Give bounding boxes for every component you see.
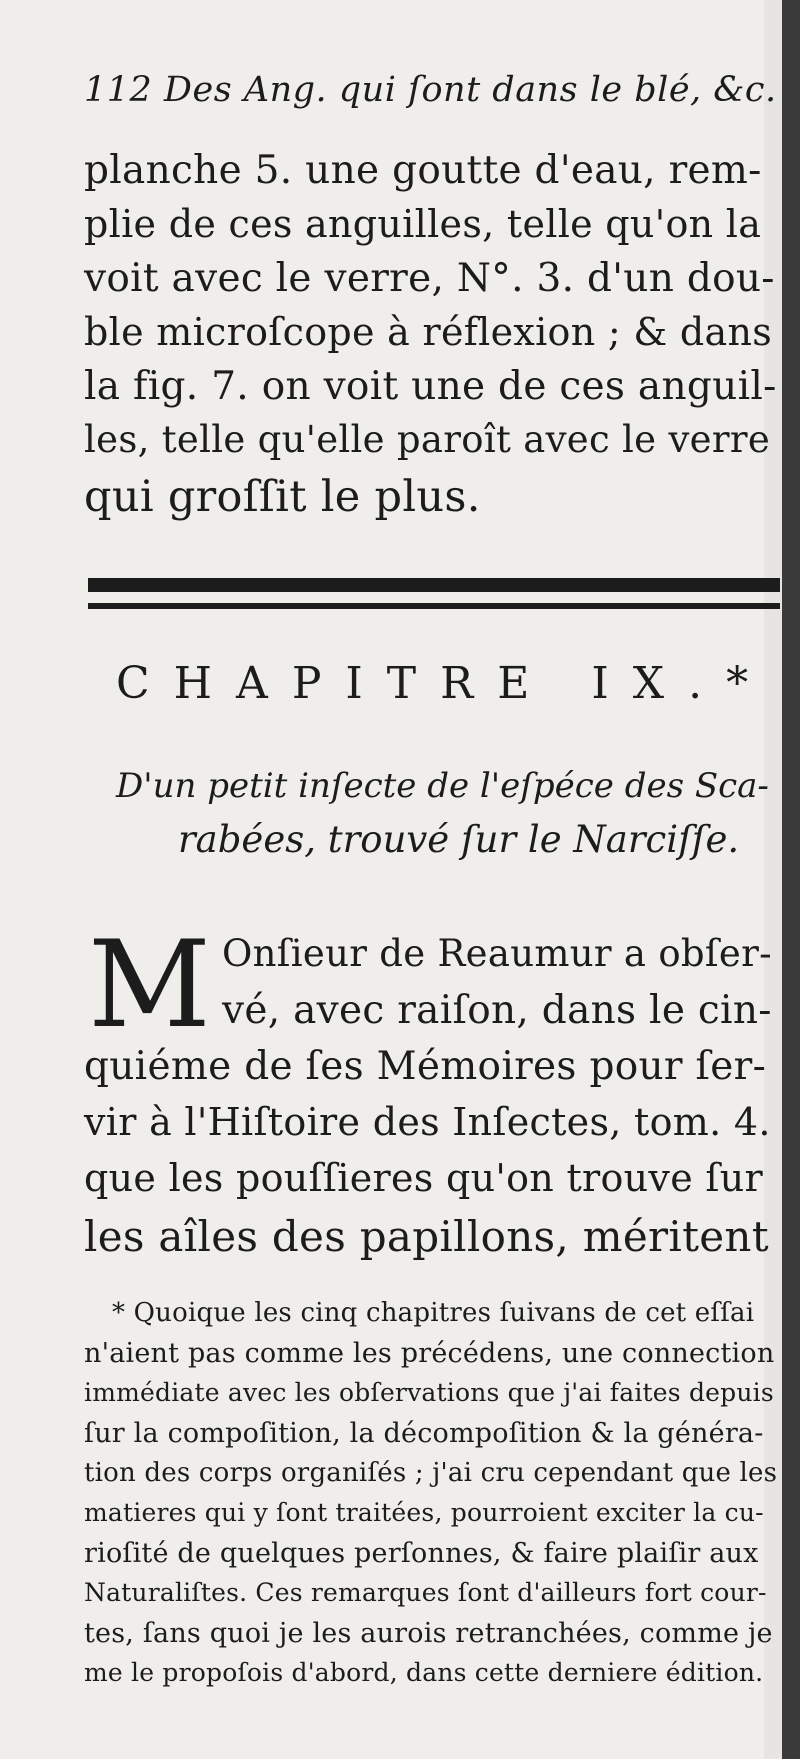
chapter-subtitle-line: D'un petit inſecte de l'eſpéce des Sca- xyxy=(116,766,769,806)
paragraph-line: vé, avec raiſon, dans le cin- xyxy=(222,988,772,1033)
chapter-subtitle-line: rabées, trouvé ſur le Narciſſe. xyxy=(178,818,740,861)
footnote-line: rioſité de quelques perſonnes, & faire plaiſir aux xyxy=(84,1538,759,1569)
section-rule-thick xyxy=(88,578,780,592)
footnote-line: tes, ſans quoi je les aurois retranchées, comme je xyxy=(84,1618,773,1649)
top-paragraph-line: la fig. 7. on voit une de ces anguil- xyxy=(84,364,777,409)
top-paragraph-line: planche 5. une goutte d'eau, rem- xyxy=(84,148,762,193)
footnote-line: matieres qui y ſont traitées, pourroient exciter la cu- xyxy=(84,1498,764,1527)
footnote-line: tion des corps organiſés ; j'ai cru cependant que les xyxy=(84,1458,778,1488)
paragraph-line: les aîles des papillons, méritent xyxy=(84,1212,769,1261)
running-head: 112 Des Ang. qui ſont dans le blé, &c. xyxy=(84,70,777,110)
paragraph-line: quiéme de ſes Mémoires pour ſer- xyxy=(84,1044,767,1089)
paragraph-line: que les pouſſieres qu'on trouve ſur xyxy=(84,1156,763,1200)
footnote-line: * Quoique les cinq chapitres ſuivans de cet eſſai xyxy=(112,1298,755,1328)
section-rule-thin xyxy=(88,603,780,609)
top-paragraph-line: qui groſſit le plus. xyxy=(84,472,481,522)
paragraph-line: Onſieur de Reaumur a obſer- xyxy=(222,932,772,975)
top-paragraph-line: les, telle qu'elle paroît avec le verre xyxy=(84,418,771,461)
footnote-line: Naturaliſtes. Ces remarques ſont d'ailleurs fort cour- xyxy=(84,1578,767,1607)
chapter-title: CHAPITRE IX.* xyxy=(116,658,773,709)
top-paragraph-line: plie de ces anguilles, telle qu'on la xyxy=(84,202,762,246)
footnote-line: me le propoſois d'abord, dans cette derniere édition. xyxy=(84,1658,764,1687)
top-paragraph-line: voit avec le verre, N°. 3. d'un dou- xyxy=(84,256,775,301)
footnote-line: immédiate avec les obſervations que j'ai faites depuis xyxy=(84,1378,774,1407)
drop-cap: M xyxy=(88,916,211,1055)
footnote-line: ſur la compoſition, la décompoſition & la généra- xyxy=(84,1418,764,1449)
paragraph-line: vir à l'Hiſtoire des Inſectes, tom. 4. xyxy=(84,1100,771,1144)
top-paragraph-line: ble microſcope à réflexion ; & dans xyxy=(84,310,773,354)
footnote-line: n'aient pas comme les précédens, une connection xyxy=(84,1338,775,1369)
